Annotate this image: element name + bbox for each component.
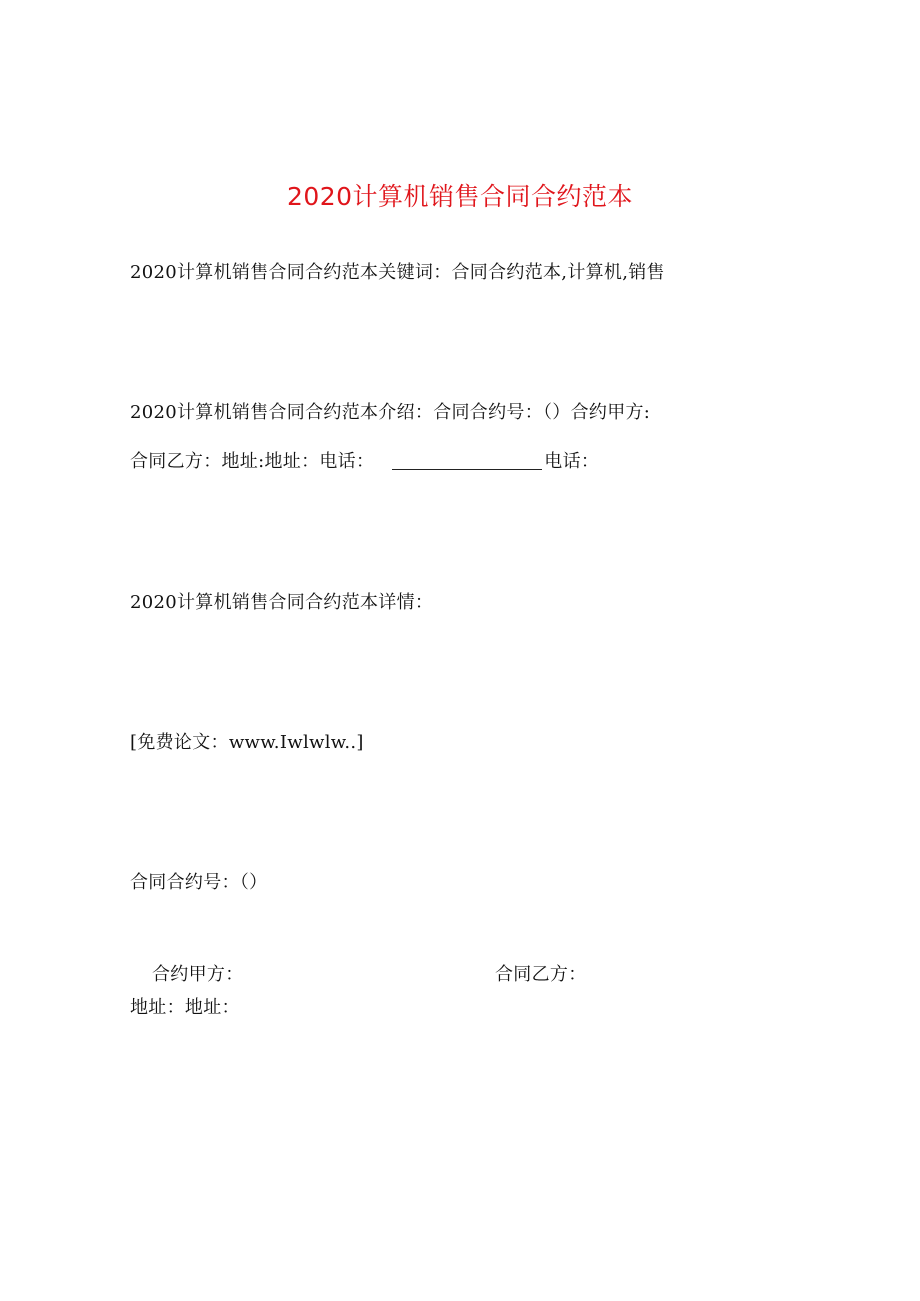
party-b-line-suffix: 电话： <box>544 451 600 472</box>
contract-number-line: 合同合约号：（） <box>130 872 268 893</box>
document-title: 2020计算机销售合同合约范本 <box>286 182 634 211</box>
phone-blank-underline <box>392 451 542 470</box>
party-a-label: 合约甲方： <box>152 964 244 985</box>
party-b-line <box>130 447 599 473</box>
details-line: 2020计算机销售合同合约范本详情： <box>130 592 434 613</box>
keywords-line: 2020计算机销售合同合约范本关键词：合同合约范本,计算机,销售 <box>130 262 665 283</box>
intro-line: 2020计算机销售合同合约范本介绍：合同合约号：（）合约甲方: <box>130 402 651 423</box>
address-line: 地址：地址： <box>130 997 240 1018</box>
party-b-label: 合同乙方： <box>495 964 587 985</box>
free-paper-line: [免费论文：www.Iwlwlw..] <box>130 732 364 753</box>
party-b-line-prefix: 合同乙方：地址:地址：电话： <box>130 451 375 472</box>
